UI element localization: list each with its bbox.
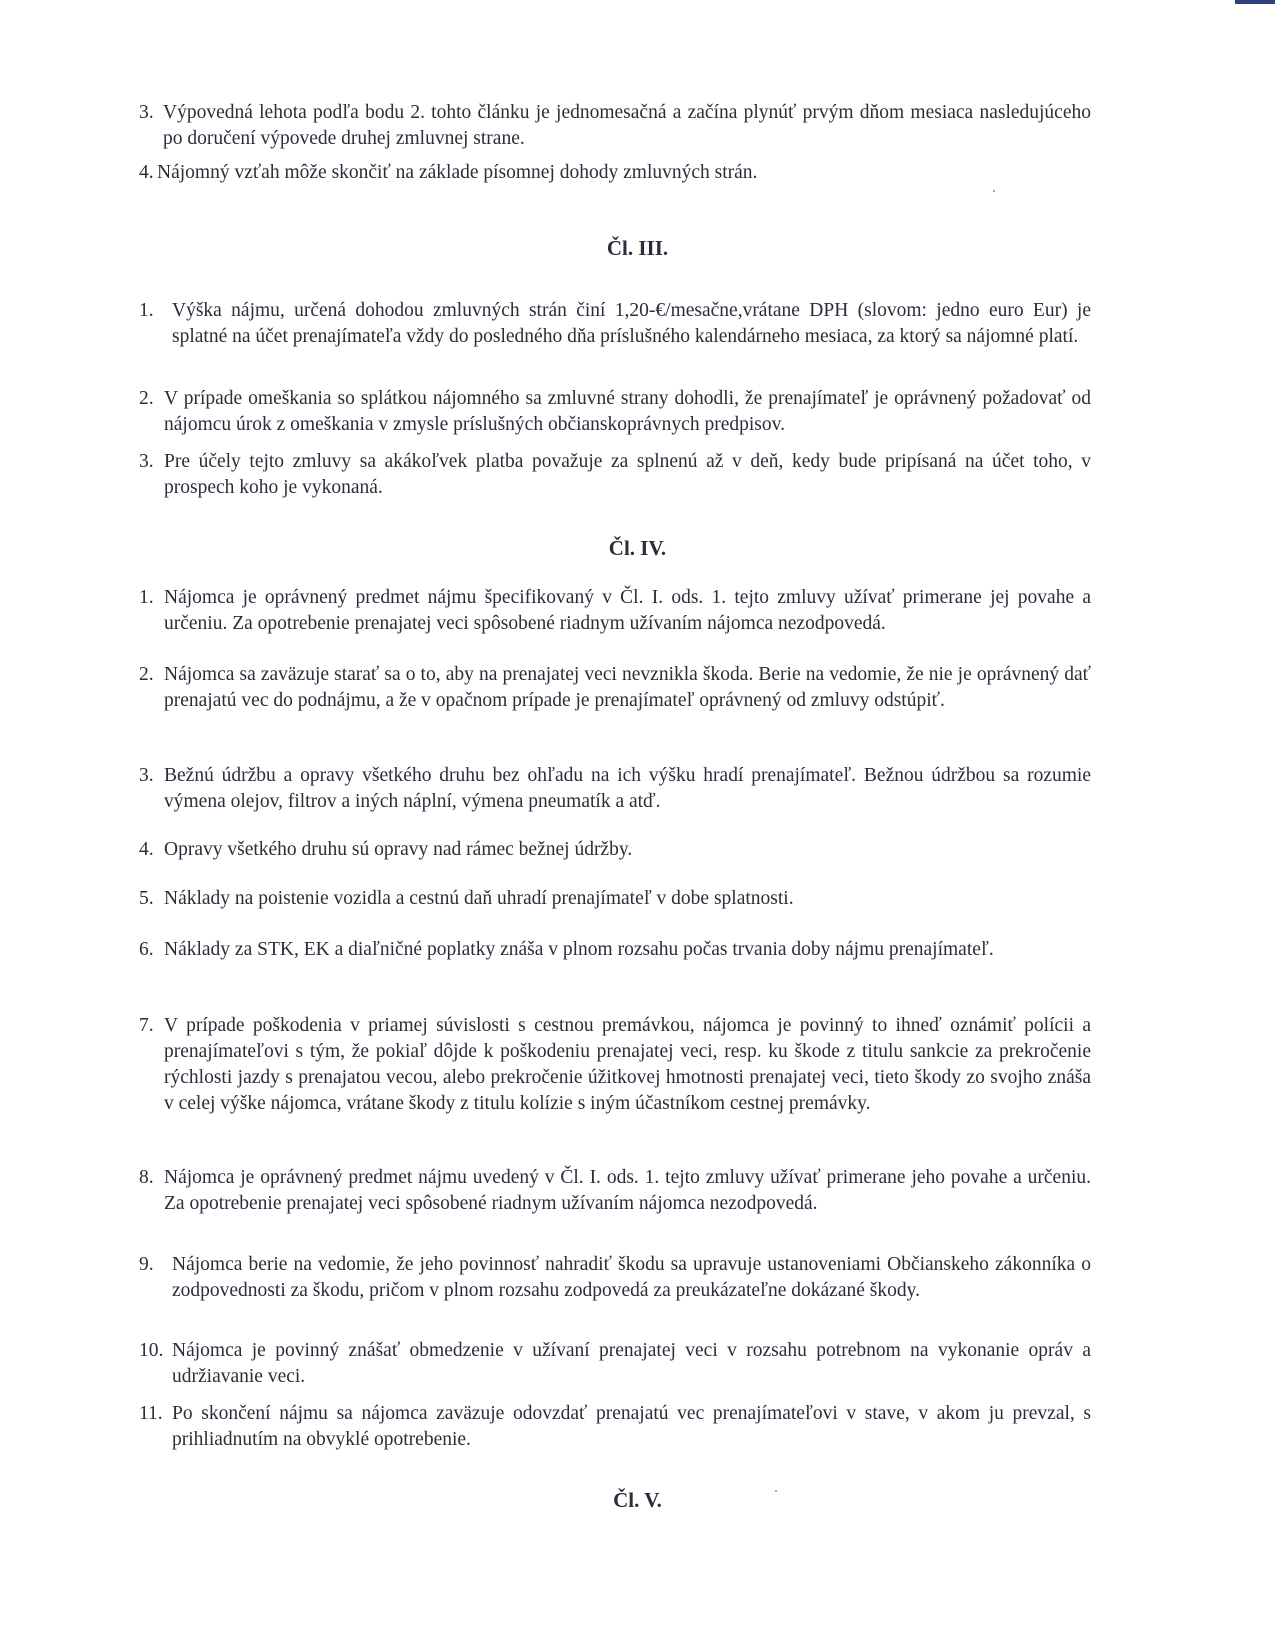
item-text: Náklady za STK, EK a diaľničné poplatky znáša v plnom rozsahu počas trvania doby nájmu prenajímateľ. xyxy=(164,939,994,960)
item-text: Po skončení nájmu sa nájomca zaväzuje odovzdať prenajatú vec prenajímateľovi v stave, v akom ju prevzal, s prihliadnutím na obvyklé opotrebenie. xyxy=(172,1403,1091,1450)
section-heading-iv: Čl. IV. xyxy=(608,536,667,560)
list-item xyxy=(139,1013,1091,1117)
list-item xyxy=(139,298,1091,350)
item-text: Náklady na poistenie vozidla a cestnú daň uhradí prenajímateľ v dobe splatnosti. xyxy=(164,888,794,909)
list-item xyxy=(139,585,1091,637)
item-text: Opravy všetkého druhu sú opravy nad rámec bežnej údržby. xyxy=(164,839,633,860)
item-text: Nájomca berie na vedomie, že jeho povinnosť nahradiť škodu sa upravuje ustanoveniami Občianskeho zákonníka o zodpovednosti za škodu, pričom v plnom rozsahu zodpovedá za preukázateľne dokázané škody. xyxy=(172,1254,1091,1301)
item-text: Nájomca je povinný znášať obmedzenie v užívaní prenajatej veci v rozsahu potrebnom na vykonanie opráv a udržiavanie veci. xyxy=(172,1340,1091,1387)
list-item xyxy=(139,1338,1091,1390)
item-text: Výška nájmu, určená dohodou zmluvných strán činí 1,20-€/mesačne,vrátane DPH (slovom: jedno euro Eur) je splatné na účet prenajímateľa vždy do posledného dňa príslušného kalendárneho mesiaca, za ktorý sa nájomné platí. xyxy=(172,300,1091,347)
item-text: Nájomný vzťah môže skončiť na základe písomnej dohody zmluvných strán. xyxy=(157,162,758,183)
item-number: 1. xyxy=(139,300,154,321)
scan-speck xyxy=(775,1490,777,1492)
item-number: 7. xyxy=(139,1015,154,1036)
item-text: Nájomca sa zaväzuje starať sa o to, aby na prenajatej veci nevznikla škoda. Berie na vedomie, že nie je oprávnený dať prenajatú vec do podnájmu, a že v opačnom prípade je prenajímateľ oprávnený od zmluvy odstúpiť. xyxy=(164,664,1091,711)
item-number: 8. xyxy=(139,1167,154,1188)
item-number: 4. xyxy=(139,839,154,860)
scan-edge-mark xyxy=(1235,0,1275,4)
scan-speck xyxy=(993,190,995,192)
item-number: 2. xyxy=(139,388,154,409)
list-item xyxy=(139,662,1091,714)
item-text: Bežnú údržbu a opravy všetkého druhu bez ohľadu na ich výšku hradí prenajímateľ. Bežnou údržbou sa rozumie výmena olejov, filtrov a iných náplní, výmena pneumatík a atď. xyxy=(164,765,1091,812)
item-number: 11. xyxy=(139,1403,163,1424)
item-number: 4. xyxy=(139,162,154,183)
item-text: Výpovedná lehota podľa bodu 2. tohto článku je jednomesačná a začína plynúť prvým dňom mesiaca nasledujúceho po doručení výpovede druhej zmluvnej strane. xyxy=(163,102,1091,149)
item-number: 6. xyxy=(139,939,154,960)
item-number: 5. xyxy=(139,888,154,909)
item-number: 1. xyxy=(139,587,154,608)
list-item xyxy=(139,837,1091,863)
list-item xyxy=(139,763,1091,815)
list-item xyxy=(139,160,1091,186)
list-item xyxy=(139,449,1091,501)
list-item xyxy=(139,386,1091,438)
item-number: 3. xyxy=(139,102,154,123)
item-text: Nájomca je oprávnený predmet nájmu špecifikovaný v Čl. I. ods. 1. tejto zmluvy užívať primerane jej povahe a určeniu. Za opotrebenie prenajatej veci spôsobené riadnym užívaním nájomca nezodpovedá. xyxy=(164,587,1091,634)
item-number: 3. xyxy=(139,765,154,786)
list-item xyxy=(139,1401,1091,1453)
list-item xyxy=(139,937,1091,963)
item-text: Pre účely tejto zmluvy sa akákoľvek platba považuje za splnenú až v deň, kedy bude pripísaná na účet toho, v prospech koho je vykonaná. xyxy=(164,451,1091,498)
list-item xyxy=(139,1252,1091,1304)
section-heading-v: Čl. V. xyxy=(613,1488,662,1512)
item-number: 10. xyxy=(139,1340,164,1361)
item-number: 3. xyxy=(139,451,154,472)
item-number: 2. xyxy=(139,664,154,685)
section-heading-iii: Čl. III. xyxy=(606,236,669,260)
item-text: V prípade poškodenia v priamej súvislosti s cestnou premávkou, nájomca je povinný to ihneď oznámiť polícii a prenajímateľovi s tým, že pokiaľ dôjde k poškodeniu prenajatej veci, resp. ku škode z titulu sankcie za prekročenie rýchlosti jazdy s prenajatou vecou, alebo prekročenie úžitkovej hmotnosti prenajatej veci, tieto škody zo svojho znáša v celej výške nájomca, vrátane škody z titulu kolízie s iným účastníkom cestnej premávky. xyxy=(164,1015,1091,1114)
list-item xyxy=(139,886,1091,912)
list-item xyxy=(139,100,1091,152)
item-text: V prípade omeškania so splátkou nájomného sa zmluvné strany dohodli, že prenajímateľ je oprávnený požadovať od nájomcu úrok z omeškania v zmysle príslušných občianskoprávnych predpisov. xyxy=(164,388,1091,435)
item-number: 9. xyxy=(139,1254,154,1275)
item-text: Nájomca je oprávnený predmet nájmu uvedený v Čl. I. ods. 1. tejto zmluvy užívať primerane jeho povahe a určeniu. Za opotrebenie prenajatej veci spôsobené riadnym užívaním nájomca nezodpovedá. xyxy=(164,1167,1091,1214)
list-item xyxy=(139,1165,1091,1217)
